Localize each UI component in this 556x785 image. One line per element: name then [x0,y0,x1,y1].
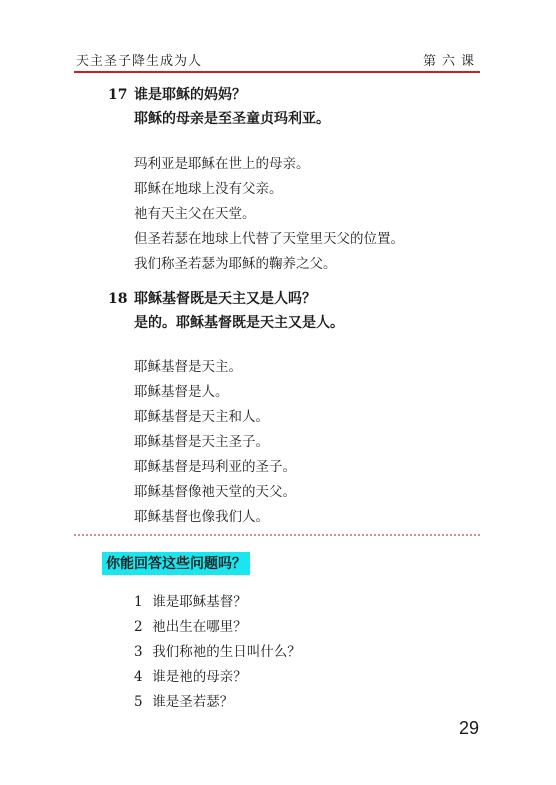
explanation-line: 祂有天主父在天堂。 [134,206,256,222]
question-17 [108,84,246,104]
explanation-line: 但圣若瑟在地球上代替了天堂里天父的位置。 [134,231,404,247]
answer-18: 是的。耶稣基督既是天主又是人。 [134,315,344,331]
review-question-text: 谁是耶稣基督？ [152,594,247,610]
explanation-line: 我们称圣若瑟为耶稣的鞠养之父。 [134,256,337,272]
review-question [134,590,247,610]
question-18 [108,288,316,308]
running-header [76,50,480,70]
question-text: 耶稣基督既是天主又是人吗？ [134,291,316,307]
review-question [134,690,233,710]
review-question-text: 谁是祂的母亲？ [152,669,247,685]
explanation-line: 耶稣在地球上没有父亲。 [134,181,283,197]
review-question-text: 我们称祂的生日叫什么？ [152,644,301,660]
review-question [134,640,301,660]
explanation-line: 耶稣基督是天主和人。 [134,409,269,425]
page-number: 29 [459,718,480,738]
explanation-line: 耶稣基督是玛利亚的圣子。 [134,459,296,475]
question-number: 17 [108,87,128,103]
review-question [134,665,247,685]
explanation-line: 耶稣基督像祂天堂的天父。 [134,484,296,500]
review-question-number: 5 [134,694,143,710]
explanation-line: 玛利亚是耶稣在世上的母亲。 [134,156,310,172]
review-heading: 你能回答这些问题吗？ [102,552,250,575]
header-book-title: 天主圣子降生成为人 [76,54,203,69]
explanation-line: 耶稣基督是人。 [134,384,229,400]
question-number: 18 [108,291,128,307]
explanation-line: 耶稣基督是天主圣子。 [134,434,269,450]
question-text: 谁是耶稣的妈妈？ [134,87,246,103]
review-question [134,615,247,635]
review-question-number: 1 [134,594,143,610]
review-question-number: 3 [134,644,143,660]
review-question-text: 祂出生在哪里？ [152,619,247,635]
answer-17: 耶稣的母亲是至圣童贞玛利亚。 [134,111,330,127]
review-question-number: 4 [134,669,143,685]
header-rule [74,71,480,73]
review-question-text: 谁是圣若瑟？ [152,694,234,710]
explanation-line: 耶稣基督是天主。 [134,359,242,375]
header-lesson: 第六课 [422,54,480,69]
section-divider [74,534,480,536]
review-question-number: 2 [134,619,143,635]
explanation-line: 耶稣基督也像我们人。 [134,509,269,525]
